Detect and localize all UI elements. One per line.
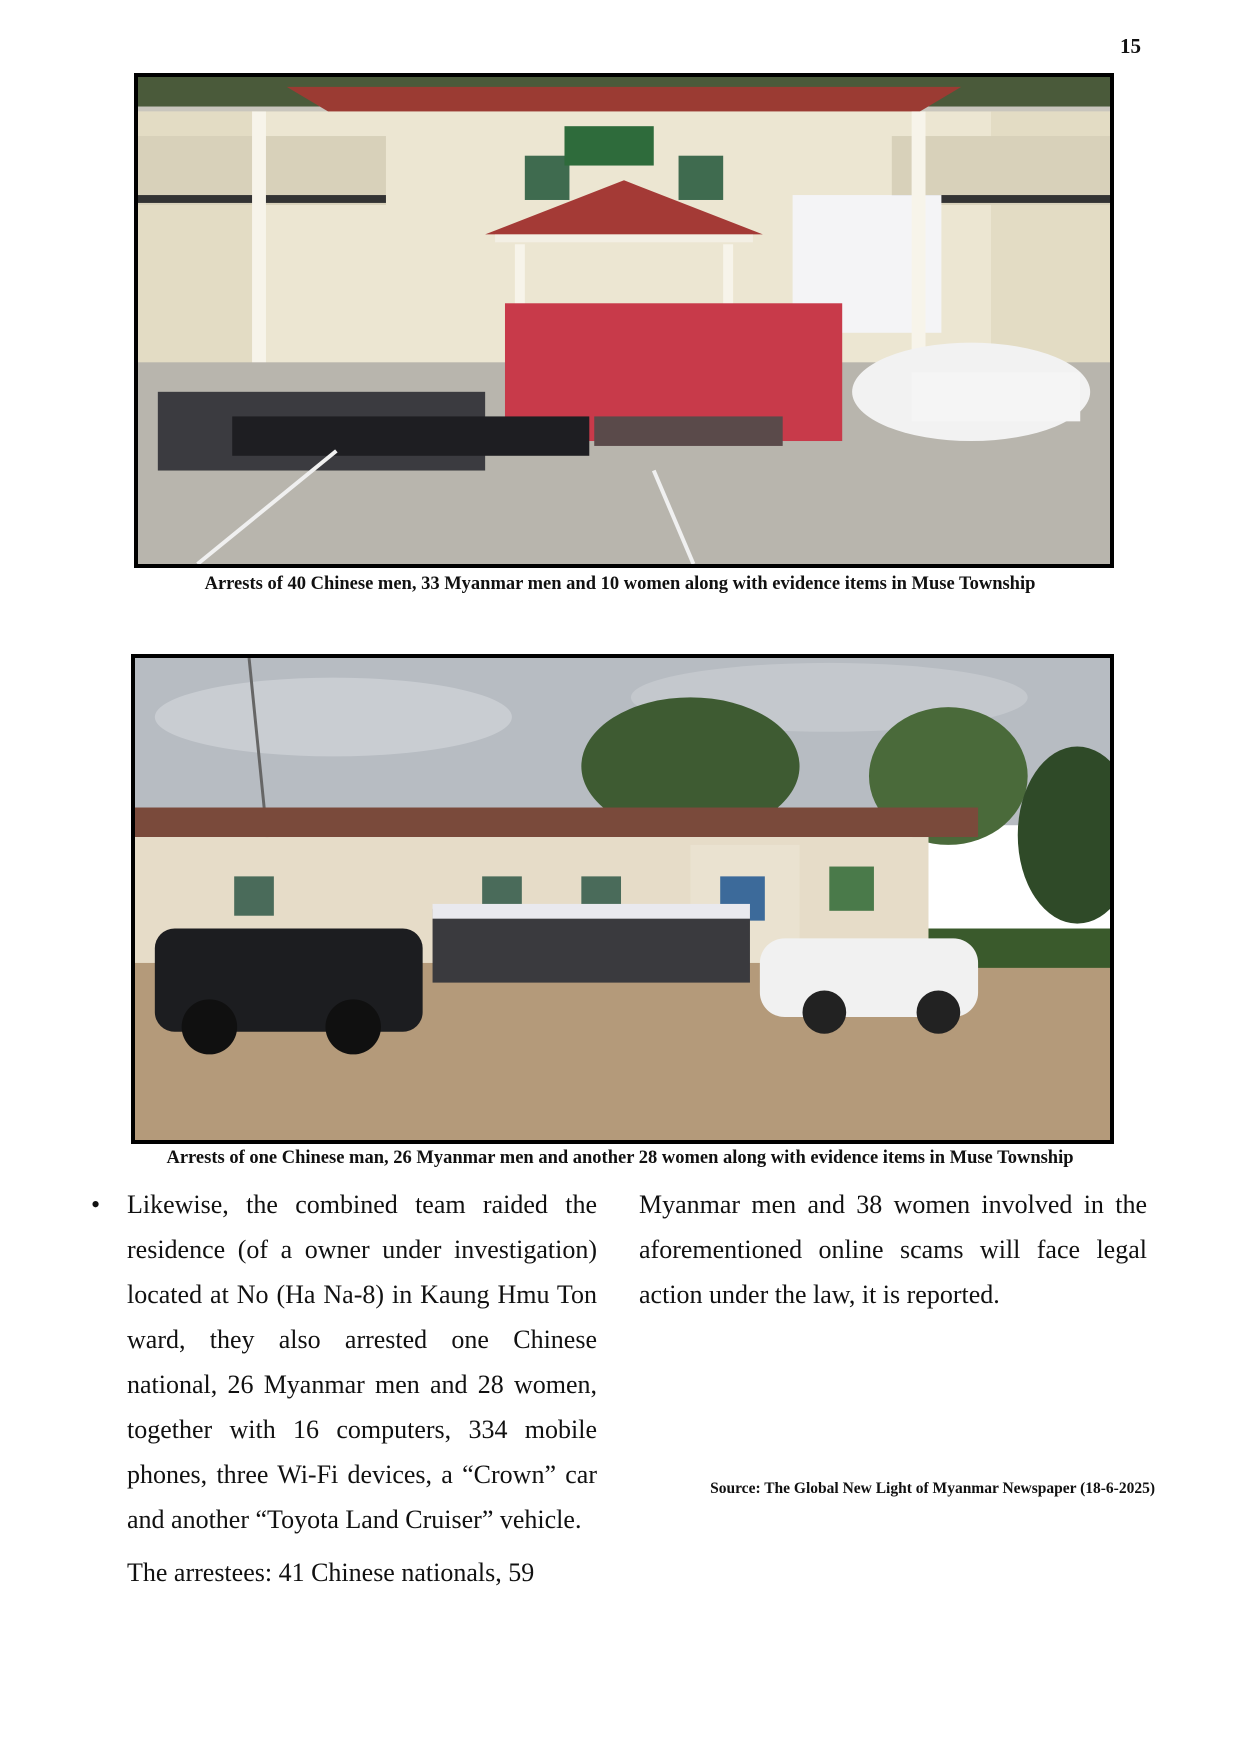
figure-caption-2: Arrests of one Chinese man, 26 Myanmar men and another 28 women along with evidence items in Muse Township <box>166 1148 1074 1168</box>
source-citation: Source: The Global New Light of Myanmar Newspaper (18-6-2025) <box>710 1480 1155 1497</box>
article-paragraph: The arrestees: 41 Chinese nationals, 59 <box>127 1558 535 1587</box>
photo-illustration <box>138 77 1110 564</box>
article-right-column <box>639 1182 1147 1317</box>
article-paragraph: Likewise, the combined team raided the residence (of a owner under investigation) located at No (Ha Na-8) in Kaung Hmu Ton ward, they also arrested one Chinese national, 26 Myanmar men and 28 women, together with 16 computers, 334 mobile phones, three Wi-Fi devices, a “Crown” car and another “Toyota Land Cruiser” vehicle. <box>127 1190 597 1534</box>
bullet-point: • <box>91 1190 101 1219</box>
article-paragraph: Myanmar men and 38 women involved in the aforementioned online scams will face legal action under the law, it is reported. <box>639 1190 1147 1309</box>
article-left-column <box>91 1182 597 1595</box>
photo-illustration <box>135 658 1110 1140</box>
figure-caption-1: Arrests of 40 Chinese men, 33 Myanmar men and 10 women along with evidence items in Muse Township <box>204 574 1036 594</box>
arrest-photo-muse-building <box>134 73 1114 568</box>
page-number: 15 <box>1120 34 1141 58</box>
arrest-photo-muse-vehicles <box>131 654 1114 1144</box>
